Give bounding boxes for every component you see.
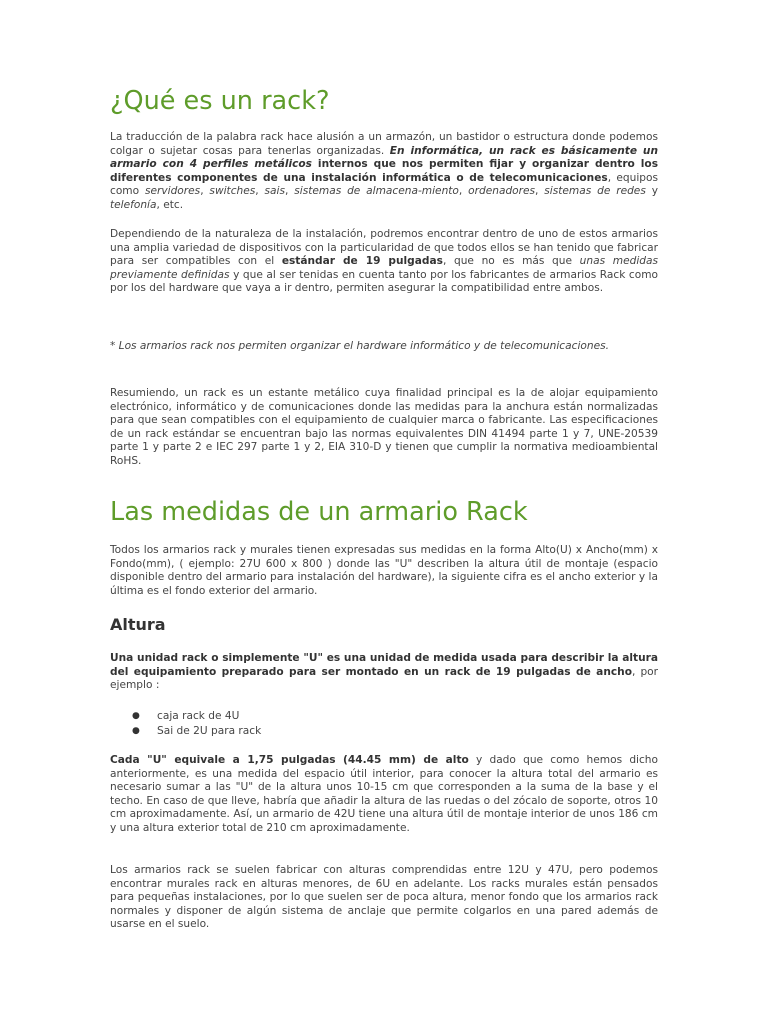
bold-text: Una unidad rack o simplemente "U" es una unidad de medida usada para describir la altura del equipamiento preparado para ser montado en un rack de 19 pulgadas de ancho — [110, 652, 658, 678]
italic-note: * Los armarios rack nos permiten organizar el hardware informático y de telecomunicaciones. — [110, 340, 609, 352]
italic-text: ordenadores — [468, 185, 536, 198]
bold-text: estándar de 19 pulgadas — [281, 255, 443, 268]
text-span: , — [285, 185, 295, 198]
bold-text: Cada "U" equivale a 1,75 pulgadas (44.45 mm) de alto — [110, 754, 469, 766]
text-span: y que al ser tenidas en cuenta tanto por los fabricantes de armarios Rack como por los del hardware que vaya a ir dentro, permiten asegurar la compatibilidad entre ambos. — [110, 268, 658, 295]
paragraph-rack-unit — [110, 652, 658, 693]
bold-text: internos que nos permiten fijar y organizar dentro los diferentes componentes de una instalación informática o de telecomunicaciones — [110, 158, 658, 184]
emphasis-text: En informática, un rack es básicamente un armario con 4 perfiles metálicos — [110, 144, 658, 171]
text-span: , — [200, 185, 210, 198]
list-item-text: caja rack de 4U — [157, 710, 240, 722]
list-item — [110, 724, 658, 739]
italic-text: sais — [264, 185, 285, 198]
italic-text: sistemas de redes — [544, 185, 646, 198]
text-span: , que no es más que — [442, 255, 580, 268]
subheading-altura: Altura — [110, 615, 166, 634]
text-span: La traducción de la palabra rack hace alusión a un armazón, un bastidor o estructura donde podemos colgar o sujetar cosas para tenerlas organizadas. — [110, 131, 658, 157]
italic-text: servidores — [144, 185, 201, 198]
paragraph-unit-equivalence — [110, 754, 658, 836]
examples-list — [110, 709, 658, 739]
italic-text: switches — [209, 185, 256, 198]
text-span: , equipos como — [110, 171, 658, 198]
text-span: Dependiendo de la naturaleza de la instalación, podremos encontrar dentro de uno de estos armarios una amplia variedad de dispositivos con la particularidad de que todos ellos se han tenido que fabricar para ser compatibles con el — [110, 228, 658, 268]
paragraph-definition — [110, 131, 658, 213]
heading-que-es-un-rack: ¿Qué es un rack? — [110, 86, 330, 116]
text-span: y — [645, 185, 658, 198]
paragraph-heights: Los armarios rack se suelen fabricar con alturas comprendidas entre 12U y 47U, pero podemos encontrar murales rack en alturas menores, de 6U en adelante. Los racks murales están pensados para pequeñas instalaciones, por lo que suelen ser de poca altura, menor fondo que los armarios rack normales y disponer de algún sistema de anclaje que permite colgarlos en una pared además de usarse en el suelo. — [110, 864, 658, 931]
paragraph-dimensions-format: Todos los armarios rack y murales tienen expresadas sus medidas en la forma Alto(U) x Ancho(mm) x Fondo(mm), ( ejemplo: 27U 600 x 800 ) donde las "U" describen la altura útil de montaje (espacio disponible dentro del armario para instalación del hardware), la siguiente cifra es el ancho exterior y la última es el fondo exterior del armario. — [110, 544, 658, 597]
text-span: y dado que como hemos dicho anteriormente, es una medida del espacio útil interior, para conocer la altura total del armario es necesario sumar a las "U" de la altura unos 10-15 cm que corresponden a la suma de la base y el techo. En caso de que lleve, habría que añadir la altura de las ruedas o del zócalo de soporte, otros 10 cm aproximadamente. Así, un armario de 42U tiene una altura útil de montaje interior de unos 186 cm y una altura exterior total de 210 cm aproximadamente. — [110, 754, 659, 834]
text-span: , — [255, 185, 265, 198]
text-span: , — [458, 185, 469, 198]
list-item-text: Sai de 2U para rack — [157, 725, 262, 737]
bullet-icon: ● — [132, 726, 140, 736]
bullet-icon: ● — [132, 711, 140, 721]
text-span: , por ejemplo : — [110, 665, 659, 692]
italic-text: unas medidas previamente definidas — [110, 255, 658, 281]
text-span: , etc. — [156, 198, 184, 211]
text-span: , — [535, 185, 545, 198]
italic-text: telefonía — [110, 198, 157, 211]
list-item — [110, 709, 658, 724]
note-paragraph — [110, 340, 658, 354]
paragraph-compatibility — [110, 228, 658, 296]
paragraph-summary: Resumiendo, un rack es un estante metálico cuya finalidad principal es la de alojar equipamiento electrónico, informático y de comunicaciones donde las medidas para la anchura están normalizadas para que sean compatibles con el equipamiento de cualquier marca o fabricante. Las especificaciones de un rack estándar se encuentran bajo las normas equivalentes DIN 41494 parte 1 y 7, UNE-20539 parte 1 y parte 2 e IEC 297 parte 1 y 2, EIA 310-D y tienen que cumplir la normativa medioambiental RoHS. — [110, 387, 658, 467]
heading-medidas-armario-rack: Las medidas de un armario Rack — [110, 497, 528, 527]
italic-text: sistemas de almacena-miento — [294, 185, 459, 198]
